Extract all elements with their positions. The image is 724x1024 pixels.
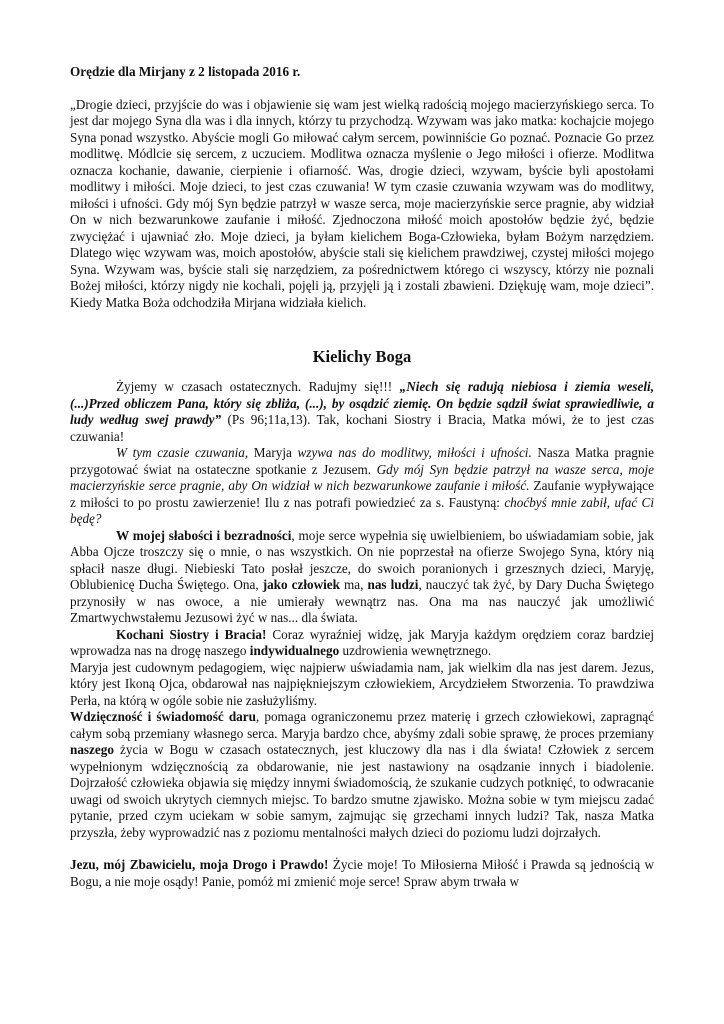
paragraph-2 [70,445,654,528]
p2-text-g: choćbyś mnie zabił, ufać Ci będę? [70,494,655,526]
p3-text-b: , moje serce wypełnia się uwielbieniem, bo uświadamiam sobie, jak Abba Ojcze troszczy się o mnie, o nas wszystkich. On nie poprzestał na ofierze Swojego Syna, który nią spłacił nasze długi. Niebieski Tato posłał jeszcze, do swoich poranionych i grzesznych dzieci, Maryję, Oblubienicę Ducha Świętego. Ona, [70,527,654,592]
p3-text-c: jako człowiek [262,577,340,592]
section-heading: Kielichy Boga [312,347,412,366]
p6-text-b: , pomaga ograniczonemu przez materię i grzech człowiekowi, zapragnąć całym sobą przemiany własnego serca. Maryja bardzo chce, abyśmy zdali sobie sprawę, że proces przemiany [70,709,654,741]
p1-psalm-quote: „Niech się radują niebiosa i ziemia weseli, (...)Przed obliczem Pana, który się zbliża, (...), by osądzić ziemię. On będzie sądził świat sprawiedliwie, a ludy według swej prawdy” [70,379,655,427]
paragraph-4 [70,627,654,660]
p1-text-a: Żyjemy w czasach ostatecznych. Radujmy się!!! [116,379,400,394]
p4-text-a: Kochani Siostry i Bracia! [116,626,267,642]
p6-text-c: naszego [70,742,114,757]
paragraph-5: Maryja jest cudownym pedagogiem, więc najpierw uświadamia nam, jak wielkim dla nas jest darem. Jezus, który jest Ikoną Ojca, obdarował nas najpiękniejszym człowiekiem, Arcydziełem Stworzenia. To prawdziwa Perła, na którą w ogóle sobie nie zasłużyliśmy. [70,659,654,708]
message-paragraph: „Drogie dzieci, przyjście do was i objawienie się wam jest wielką radością mojego macierzyńskiego serca. To jest dar mojego Syna dla was i dla innych, którzy tu przychodzą. Wzywam was jako matka: kochajcie mojego Syna ponad wszystko. Abyście mogli Go miłować całym sercem, powinniście Go poznać. Poznacie Go przez modlitwę. Módlcie się sercem, z uczuciem. Modlitwa oznacza myślenie o Jego miłości i ofierze. Modlitwa oznacza kochanie, dawanie, cierpienie i ofiarność. Was, drogie dzieci, wzywam, byście byli apostołami modlitwy i miłości. Moje dzieci, to jest czas czuwania! W tym czasie czuwania wzywam was do modlitwy, miłości i ufności. Gdy mój Syn będzie patrzył w wasze serca, moje macierzyńskie serce pragnie, aby widział On w nich bezwarunkowe zaufanie i miłość. Zjednoczona miłość moich apostołów będzie żyć, będzie zwyciężać i ujawniać zło. Moje dzieci, ja byłam kielichem Boga-Człowieka, byłam Bożym narzędziem. Dlatego więc wzywam was, moich apostołów, abyście stali się kielichem prawdziwej, czystej miłości mojego Syna. Wzywam was, byście stali się narzędziem, za pośrednictwem którego ci wszyscy, którzy nie poznali Bożej miłości, którzy nigdy nie kochali, pojęli ją, przyjęli ją i zostali zbawieni. Dziękuję wam, moje dzieci”. Kiedy Matka Boża odchodziła Mirjana widziała kielich. [70,96,654,310]
p4-text-d: uzdrowienia wewnętrznego. [339,643,492,658]
p1-text-c: (Ps 96;11a,13). Tak, kochani Siostry i Bracia, Matka mówi, że to jest czas czuwania! [70,412,654,444]
p3-text-d: ma, [339,577,368,592]
p2-text-e: Gdy mój Syn będzie patrzył na wasze serca, moje macierzyńskie serce pragnie, aby On widział w nich bezwarunkowe zaufanie i miłość. [70,461,654,493]
p2-text-f: Zaufanie wypływające z miłości to po prostu zawierzenie! Ilu z nas potrafi powiedzieć za s. Faustyną: [70,478,654,510]
p4-text-b: Coraz wyraźniej widzę, jak Maryja każdym orędziem coraz bardziej wprowadza nas na drogę naszego [70,626,654,658]
paragraph-7 [70,857,654,890]
paragraph-6 [70,709,654,841]
p2-text-d: Nasza Matka pragnie przygotować świat na ostateczne spotkanie z Jezusem. [70,445,654,477]
p7-text-b: Życie moje! To Miłosierna Miłość i Prawda są jednością w Bogu, a nie moje osądy! Panie, pomóż mi zmienić moje serce! Spraw abym trwała w [70,857,654,889]
p6-text-d: życia w Bogu w czasach ostatecznych, jest kluczowy dla nas i dla świata! Człowiek z sercem wypełnionym wdzięcznością za obdarowanie, nie jest nastawiony na osądzanie innych i biadolenie. Dojrzałość człowieka objawia się między innymi świadomością, że szukanie cudzych potknięć, to odwracanie uwagi od swoich ukrytych ciemnych miejsc. To bardzo smutne zjawisko. Można sobie w tym miejscu zadać pytanie, przed czym uciekam w sobie samym, zajmując się grzechami innych ludzi? Tak, nasza Matka przyszła, żeby wyprowadzić nas z poziomu mentalności małych dzieci do poziomu ludzi dojrzałych. [70,742,654,840]
p3-text-e: nas ludzi [367,577,419,592]
p2-text-c: wzywa nas do modlitwy, miłości i ufności. [297,445,532,460]
p3-text-a: W mojej słabości i bezradności [116,527,292,543]
paragraph-3 [70,528,654,627]
p2-text-a: W tym czasie czuwania, [116,445,249,460]
p3-text-f: , nauczyć tak żyć, by Dary Ducha Świętego przynosiły w nas owoce, a nie umierały wewnątrz nas. Ona ma nas nauczyć jak umożliwić Zmartwychwstałemu Jezusowi żyć w nas... dla świata. [70,577,654,625]
p4-text-c: indywidualnego [249,643,340,658]
paragraph-1 [70,379,654,445]
p2-text-b: Maryja [248,445,298,460]
p6-text-a: Wdzięczność i świadomość daru [70,709,256,724]
p7-text-a: Jezu, mój Zbawicielu, moja Drogo i Prawdo! [70,857,329,872]
document-title: Orędzie dla Mirjany z 2 listopada 2016 r. [70,64,301,79]
